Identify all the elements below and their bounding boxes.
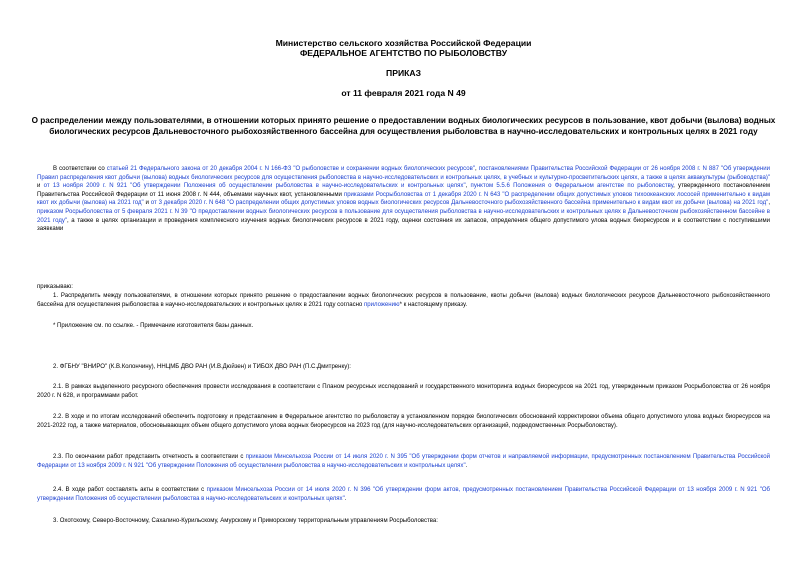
item-2-4-text: 2.4. В ходе работ составлять акты в соответствии с <box>53 487 207 493</box>
decree-921-link[interactable]: от 13 ноября 2009 г. N 921 "Об утверждении Положения об осуществлении рыболовства в научно-исследовательских и контрольных целях" <box>43 183 466 190</box>
order-396-link[interactable]: приказом Минсельхоза России от 14 июля 2020 г. N 396 "Об утверждении форм актов, предусмотренных постановлением Правительства Российской Федерации от 13 ноября 2009 г. N 921 "Об утверждении Положения об осуществлении рыболовства в научно-исследовательских и контрольных целях" <box>37 487 771 502</box>
agency-name: ФЕДЕРАЛЬНОЕ АГЕНТСТВО ПО РЫБОЛОВСТВУ <box>299 48 508 58</box>
preamble-text: , <box>475 166 479 172</box>
item-2-4-paragraph <box>37 486 770 503</box>
order-648-link[interactable]: от 3 декабря 2020 г. N 648 "О распределении общих допустимых уловов водных биологических ресурсов Дальневосточного рыбохозяйственного бассейна применительно к видам квот их добычи (вылова) на 2021 год" <box>150 200 769 207</box>
preamble-text: и <box>37 183 44 190</box>
item-2-3-text: . <box>465 462 468 469</box>
item-2-1-paragraph: 2.1. В рамках выделенного ресурсного обеспечения провести исследования в соответствии с Планом ресурсных исследований и государственного мониторинга водных биоресурсов на 2021 год, утвержденным приказом Росрыболовства от 26 ноября 2020 г. N 628, и программами работ. <box>37 384 770 399</box>
order-word: приказываю: <box>37 284 73 290</box>
item-2-4-text: . <box>344 495 347 502</box>
order-395-link[interactable]: приказом Минсельхоза России от 14 июля 2020 г. N 395 "Об утверждении форм отчетов и направляемой информации, предусмотренных постановлением Правительства Российской Федерации от 13 ноября 2009 г. N 921 "Об утверждении Положения об осуществлении рыболовства в научно-исследовательских и контрольных целях" <box>37 454 771 469</box>
document-title: О распределении между пользователями, в отношении которых принято решение о предоставлении водных биологических ресурсов в пользование, квот добычи (вылова) водных биологических ресурсов Дальневосточного рыбохозяйственного бассейна для осуществления рыболовства в научно-исследовательских и контрольных целях в 2021 году <box>31 116 776 136</box>
preamble-text: В соответствии со <box>53 166 107 172</box>
preamble-text: , утвержденного постановлением Правительства Российской Федерации от 11 июня 2008 г. N 444, объемами научных квот, установленными <box>37 183 770 198</box>
preamble-paragraph <box>37 165 770 234</box>
preamble-text: и <box>143 200 151 207</box>
item-1-paragraph <box>37 292 770 309</box>
item-2-3-paragraph <box>37 453 770 470</box>
decree-887-link[interactable]: постановлениями Правительства Российской Федерации от 26 ноября 2008 г. N 887 "Об утверждении Правил распределения квот добычи (вылова) водных биологических ресурсов для осуществления рыболовства в научно-исследовательских и контрольных целях, в учебных и культурно-просветительских целях, а также в целях аквакультуры (рыбоводства)" <box>37 166 770 181</box>
footnote: * Приложение см. по ссылке. - Примечание изготовителя базы данных. <box>53 323 254 329</box>
order-643-link[interactable]: приказами Росрыболовства от 1 декабря 2020 г. N 643 "О распределении общих допустимых уловов тихоокеанских лососей применительно к видам квот их добычи (вылова) на 2021 год" <box>37 191 770 207</box>
appendix-link[interactable]: приложению <box>363 301 400 308</box>
item-1-text: * к настоящему приказу. <box>399 301 468 308</box>
preamble-text: , <box>465 183 471 190</box>
item-2-paragraph: 2. ФГБНУ "ВНИРО" (К.В.Колончину), ННЦМБ ДВО РАН (И.В.Дюйзен) и ТИБОХ ДВО РАН (П.С.Дмитренку): <box>53 364 351 370</box>
item-1-text: 1. Распределить между пользователями, в отношении которых принято решение о предоставлении водных биологических ресурсов в пользование, квоты добычи (вылова) водных биологических ресурсов Дальневосточного рыбохозяйственного бассейна для осуществления рыболовства в научно-исследовательских и контрольных целях в 2021 году согласно <box>37 293 770 308</box>
law-link[interactable]: статьей 21 Федерального закона от 20 декабря 2004 г. N 166-ФЗ "О рыболовстве и сохранении водных биологических ресурсов" <box>106 166 475 172</box>
preamble-text: , а также в целях организации и проведения комплексного изучения водных биологических ресурсов в 2021 году, оценки состояния их запасов, определения общего допустимого улова водных биоресурсов и в соответствии с поступившими заявками <box>37 217 770 233</box>
document-type: ПРИКАЗ <box>386 68 421 78</box>
preamble-text: , <box>768 200 770 207</box>
item-2-2-paragraph: 2.2. В ходе и по итогам исследований обеспечить подготовку и представление в Федеральное агентство по рыболовству в установленном порядке биологических обоснований корректировки объема общего допустимого улова водных биоресурсов на 2021-2022 год, а также материалов, обосновывающих объем общего допустимого улова водных биоресурсов на 2023 год (для научно-исследовательских организаций, подведомственных Росрыболовству). <box>37 414 770 429</box>
ministry-name: Министерство сельского хозяйства Российской Федерации <box>275 38 532 48</box>
item-2-3-text: 2.3. По окончании работ представить отчетность в соответствии с <box>53 454 246 460</box>
document-date-number: от 11 февраля 2021 года N 49 <box>341 88 466 98</box>
item-3-paragraph: 3. Охотскому, Северо-Восточному, Сахалино-Курильскому, Амурскому и Приморскому территориальным управлениям Росрыболовства: <box>53 518 438 524</box>
regulation-link[interactable]: пунктом 5.5.6 Положения о Федеральном агентстве по рыболовству <box>470 183 674 190</box>
order-39-link[interactable]: приказом Росрыболовства от 5 февраля 2021 г. N 39 "О предоставлении водных биологических ресурсов в пользование для осуществления рыболовства в научно-исследовательских и контрольных целях в Дальневосточном рыбохозяйственном бассейне в 2021 году" <box>37 208 770 224</box>
